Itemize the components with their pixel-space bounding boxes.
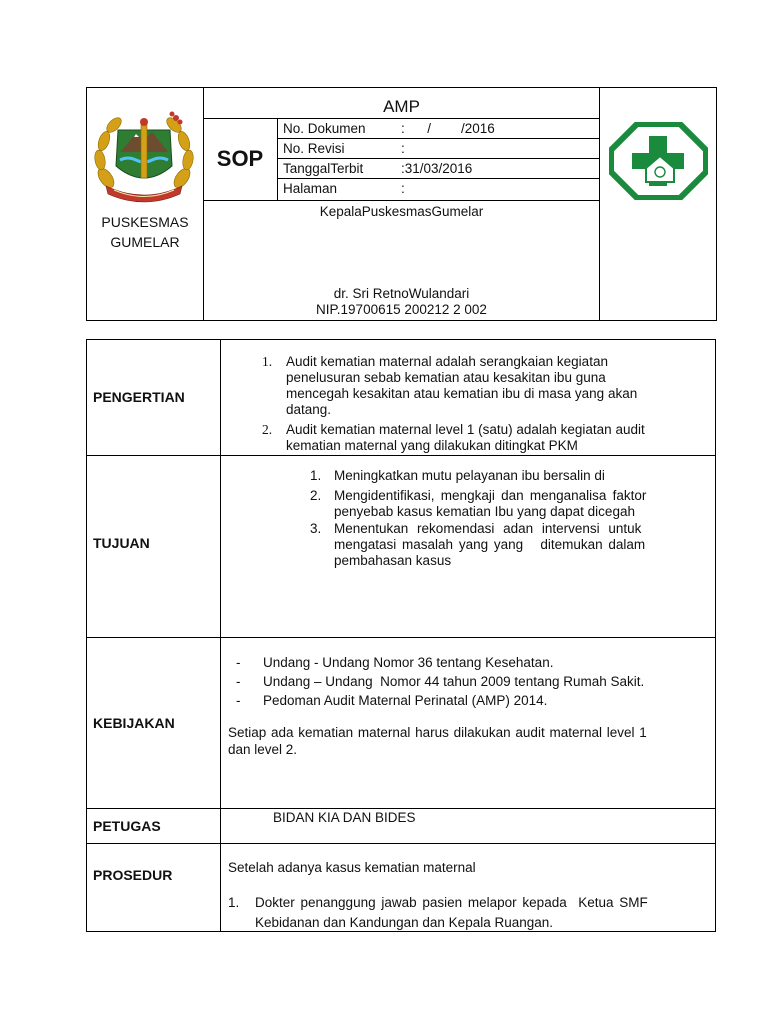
section-label-petugas: PETUGAS	[93, 818, 161, 834]
field-label-tanggal-terbit: TanggalTerbit	[283, 161, 364, 176]
prosedur-intro: Setelah adanya kasus kematian maternal	[228, 860, 476, 875]
kebijakan-item-3: Pedoman Audit Maternal Perinatal (AMP) 2014.	[263, 693, 548, 708]
field-label-no-dokumen: No. Dokumen	[283, 121, 366, 136]
tujuan-item-2-num: 2.	[310, 488, 322, 503]
field-value-halaman: :	[401, 181, 405, 196]
tujuan-item-3-line-2: mengatasi masalah yang yang ditemukan dalam	[334, 537, 646, 552]
regency-crest-icon	[92, 108, 196, 208]
signatory-name: dr. Sri RetnoWulandari	[333, 286, 470, 301]
tujuan-item-1-num: 1.	[310, 468, 322, 483]
pengertian-item-1-num: 1.	[262, 354, 273, 369]
signatory-title: KepalaPuskesmasGumelar	[319, 204, 484, 219]
prosedur-item-1-line-1: Dokter penanggung jawab pasien melapor kepada Ketua SMF	[255, 895, 648, 910]
pengertian-item-2-num: 2.	[262, 422, 273, 437]
page-title: AMP	[383, 97, 420, 116]
tujuan-item-3-num: 3.	[310, 521, 322, 536]
kebijakan-paragraph-line-1: Setiap ada kematian maternal harus dilakukan audit maternal level 1	[228, 725, 647, 740]
kebijakan-item-2: Undang – Undang Nomor 44 tahun 2009 tentang Rumah Sakit.	[263, 674, 645, 689]
section-label-tujuan: TUJUAN	[93, 535, 150, 551]
pengertian-item-2-line-1: Audit kematian maternal level 1 (satu) adalah kegiatan audit	[286, 422, 645, 437]
pengertian-item-1-line-1: Audit kematian maternal adalah serangkaian kegiatan	[286, 354, 608, 369]
pengertian-item-1-line-3: mencegah kesakitan atau kematian ibu di masa yang akan	[286, 386, 638, 401]
field-value-tanggal-terbit: :31/03/2016	[401, 161, 473, 176]
tujuan-item-3-line-1: Menentukan rekomendasi adan intervensi untuk	[334, 521, 642, 536]
tujuan-item-3-line-3: pembahasan kasus	[334, 553, 452, 568]
puskesmas-cross-icon	[609, 122, 708, 200]
prosedur-item-1-num: 1.	[228, 895, 240, 910]
kebijakan-paragraph-line-2: dan level 2.	[228, 742, 298, 757]
kebijakan-item-1: Undang - Undang Nomor 36 tentang Kesehatan.	[263, 655, 554, 670]
section-label-pengertian: PENGERTIAN	[93, 389, 185, 405]
field-label-no-revisi: No. Revisi	[283, 141, 345, 156]
prosedur-item-1-line-2: Kebidanan dan Kandungan dan Kepala Ruangan.	[255, 915, 554, 930]
field-value-no-dokumen: : / /2016	[401, 121, 495, 136]
field-value-no-revisi: :	[401, 141, 405, 156]
tujuan-item-2-line-1: Mengidentifikasi, mengkaji dan menganalisa faktor	[334, 488, 647, 503]
kebijakan-bullet-1: -	[236, 655, 241, 670]
field-label-halaman: Halaman	[283, 181, 338, 196]
org-name-line2: GUMELAR	[110, 234, 180, 250]
petugas-value: BIDAN KIA DAN BIDES	[273, 810, 416, 825]
pengertian-item-1-line-4: datang.	[286, 402, 332, 417]
tujuan-item-2-line-2: penyebab kasus kematian Ibu yang dapat dicegah	[334, 504, 635, 519]
kebijakan-bullet-2: -	[236, 674, 241, 689]
section-label-prosedur: PROSEDUR	[93, 867, 173, 883]
pengertian-item-2-line-2: kematian maternal yang dilakukan ditingkat PKM	[286, 438, 578, 453]
tujuan-item-1-line-1: Meningkatkan mutu pelayanan ibu bersalin di	[334, 468, 605, 483]
org-name-line1: PUSKESMAS	[101, 214, 189, 230]
pengertian-item-1-line-2: penelusuran sebab kematian atau kesakitan ibu guna	[286, 370, 606, 385]
kebijakan-bullet-3: -	[236, 693, 241, 708]
signatory-nip: NIP.19700615 200212 2 002	[316, 302, 487, 317]
sop-label: SOP	[216, 146, 264, 171]
section-label-kebijakan: KEBIJAKAN	[93, 715, 175, 731]
